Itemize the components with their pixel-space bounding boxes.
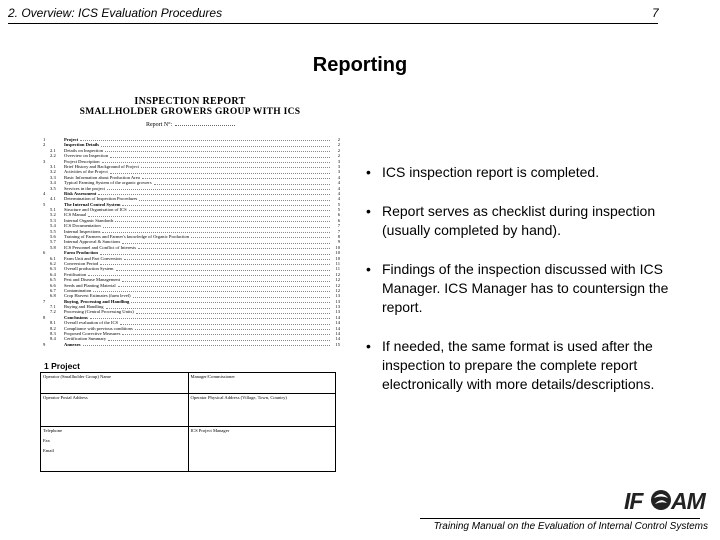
toc-leader (100, 263, 330, 265)
toc-label: Overall production System (64, 266, 114, 272)
toc-number: 7.1 (50, 304, 56, 310)
toc-leader (135, 328, 330, 330)
toc-number: 6.3 (50, 266, 56, 272)
toc-page: 4 (337, 190, 340, 196)
project-table-cell: Operator Physical Address (Village, Town, Country) (188, 394, 336, 427)
toc-page: 7 (337, 223, 340, 229)
toc-label: Processing (Central Processing Units) (64, 309, 134, 315)
toc-number: 5.4 (50, 223, 56, 229)
toc-number: 2.2 (50, 153, 56, 159)
svg-text:AM: AM (671, 488, 705, 514)
project-table-cell: Operator (Smallholder Group) Name (41, 373, 189, 394)
toc-label: Project Description (64, 158, 100, 164)
toc-label: Activities of the Project (64, 169, 108, 175)
toc-page: 13 (335, 304, 340, 310)
toc-label: Compliance with previous conditions (64, 325, 133, 331)
toc-page: 10 (335, 250, 340, 256)
header-divider (8, 23, 658, 24)
bullet-text: ICS inspection report is completed. (382, 164, 600, 180)
project-section-heading: 1 Project (44, 361, 80, 372)
table-of-contents (40, 137, 340, 347)
toc-leader (90, 317, 330, 319)
toc-page: 11 (335, 260, 340, 266)
toc-leader (124, 258, 330, 260)
toc-number: 6.5 (50, 277, 56, 283)
toc-page: 3 (337, 158, 340, 164)
toc-page: 8 (337, 234, 340, 240)
bullet-item (366, 163, 696, 182)
report-number-field (146, 122, 340, 128)
toc-leader (101, 145, 330, 147)
toc-page: 4 (337, 196, 340, 202)
toc-leader (88, 215, 330, 217)
toc-number: 1 (43, 136, 46, 142)
toc-label: ICS Personnel and Conflict of Interests (64, 244, 137, 250)
toc-number: 3.2 (50, 169, 56, 175)
toc-page: 2 (337, 142, 340, 148)
toc-leader (107, 188, 330, 190)
toc-leader (102, 231, 330, 233)
toc-leader (88, 274, 330, 276)
toc-number: 8.2 (50, 325, 56, 331)
toc-page: 10 (335, 255, 340, 261)
toc-page: 14 (335, 325, 340, 331)
toc-leader (115, 220, 330, 222)
toc-page: 5 (337, 201, 340, 207)
toc-label: Inspection Details (64, 142, 100, 148)
toc-number: 3 (43, 158, 46, 164)
bullet-text: Findings of the inspection discussed with ICS Manager. ICS Manager has to countersign the report. (382, 261, 669, 315)
bullet-item (366, 202, 696, 240)
toc-number: 7.2 (50, 309, 56, 315)
toc-label: ICS Manual (64, 212, 87, 218)
toc-label: Pest and Disease Management (64, 277, 121, 283)
toc-leader (122, 280, 330, 282)
toc-number: 8.3 (50, 331, 56, 337)
toc-page: 14 (335, 336, 340, 342)
inspection-report-image (40, 92, 340, 504)
toc-leader (142, 177, 330, 179)
toc-label: ICS Documentation (64, 223, 101, 229)
toc-page: 3 (337, 169, 340, 175)
project-table-cell: Manager/Commissioner (188, 373, 336, 394)
toc-page: 12 (335, 271, 340, 277)
toc-number: 2.1 (50, 147, 56, 153)
bullet-text: Report serves as checklist during inspection (usually completed by hand). (382, 203, 656, 238)
toc-number: 4.1 (50, 196, 56, 202)
toc-number: 3.3 (50, 174, 56, 180)
toc-leader (105, 150, 330, 152)
toc-leader (139, 199, 330, 201)
toc-page: 5 (337, 207, 340, 213)
toc-page: 7 (337, 228, 340, 234)
toc-page: 12 (335, 287, 340, 293)
toc-page: 2 (337, 136, 340, 142)
toc-page: 12 (335, 282, 340, 288)
toc-leader (110, 156, 330, 158)
toc-label: Overall evaluation of the ICS (64, 320, 119, 326)
toc-leader (141, 166, 330, 168)
project-table-row (41, 373, 336, 394)
toc-label: Annexes (64, 341, 81, 347)
toc-number: 4 (43, 190, 46, 196)
toc-number: 8.1 (50, 320, 56, 326)
toc-leader (136, 312, 330, 314)
project-table-row (41, 427, 336, 472)
toc-leader (116, 269, 330, 271)
toc-leader (100, 253, 330, 255)
toc-label: Typical Farming System of the organic growers (64, 180, 152, 186)
toc-number: 6.1 (50, 255, 56, 261)
toc-page: 13 (335, 293, 340, 299)
bullet-icon: • (366, 338, 371, 354)
toc-label: Services in the project (64, 185, 105, 191)
toc-number: 6.2 (50, 260, 56, 266)
toc-number: 8.4 (50, 336, 56, 342)
toc-page: 4 (337, 180, 340, 186)
toc-leader (129, 209, 330, 211)
toc-page: 2 (337, 153, 340, 159)
toc-number: 5.3 (50, 217, 56, 223)
toc-number: 6 (43, 250, 46, 256)
toc-leader (118, 285, 330, 287)
toc-number: 8 (43, 314, 46, 320)
toc-label: Farm Production (64, 250, 98, 256)
toc-number: 3.4 (50, 180, 56, 186)
toc-leader (110, 172, 330, 174)
toc-leader (122, 204, 330, 206)
toc-page: 6 (337, 212, 340, 218)
slide-title: Reporting (312, 54, 408, 76)
page-number: 7 (652, 6, 659, 20)
toc-page: 4 (337, 174, 340, 180)
toc-label: Internal Organic Standards (64, 217, 114, 223)
bullet-list (366, 163, 696, 414)
bullet-item (366, 337, 696, 394)
report-title: INSPECTION REPORT (134, 96, 246, 107)
toc-number: 7 (43, 298, 46, 304)
toc-leader (98, 193, 330, 195)
toc-page: 13 (335, 298, 340, 304)
report-number-label: Report N°: (146, 122, 173, 128)
toc-page: 6 (337, 217, 340, 223)
toc-page: 10 (335, 244, 340, 250)
toc-number: 6.6 (50, 282, 56, 288)
toc-page: 3 (337, 163, 340, 169)
toc-label: Details on Inspection (64, 147, 104, 153)
toc-label: Fertilisation (64, 271, 87, 277)
toc-page: 14 (335, 314, 340, 320)
bullet-icon: • (366, 203, 371, 219)
toc-page: 14 (335, 331, 340, 337)
project-table-row (41, 394, 336, 427)
toc-label: The Internal Control System (64, 201, 121, 207)
toc-label: Determination of Inspection Procedures (64, 196, 138, 202)
toc-page: 12 (335, 277, 340, 283)
project-table-cell: Telephone Fax Email (41, 427, 189, 472)
toc-page: 9 (337, 239, 340, 245)
toc-number: 5.1 (50, 207, 56, 213)
toc-number: 6.7 (50, 287, 56, 293)
toc-number: 5.2 (50, 212, 56, 218)
toc-label: Internal Inspections (64, 228, 101, 234)
toc-number: 9 (43, 341, 46, 347)
toc-leader (93, 290, 330, 292)
toc-label: Conclusions (64, 314, 88, 320)
footer-divider (420, 518, 700, 519)
toc-label: Proposed Corrective Measures (64, 331, 121, 337)
toc-leader (120, 323, 330, 325)
bullet-item (366, 260, 696, 317)
bullet-text: If needed, the same format is used after the inspection to prepare the complete report electronically with more details/descriptions. (382, 338, 655, 392)
project-table (40, 372, 336, 472)
toc-leader (103, 226, 330, 228)
toc-leader (154, 183, 330, 185)
toc-number: 5.7 (50, 239, 56, 245)
toc-label: Internal Approval & Sanctions (64, 239, 121, 245)
toc-label: Training of Farmers and Farmer's knowledge of Organic Production (64, 234, 190, 240)
toc-leader (138, 247, 330, 249)
toc-number: 2 (43, 142, 46, 148)
ifoam-logo (624, 485, 705, 515)
toc-number: 5.5 (50, 228, 56, 234)
toc-leader (133, 296, 330, 298)
toc-label: Brief History and Background of Project (64, 163, 139, 169)
project-table-cell: Operator Postal Address (41, 394, 189, 427)
toc-number: 3.5 (50, 185, 56, 191)
toc-label: Seeds and Planting Material (64, 282, 116, 288)
toc-row (40, 342, 340, 347)
toc-label: Structure and Organisation of ICS (64, 207, 127, 213)
toc-leader (122, 333, 330, 335)
toc-number: 5 (43, 201, 46, 207)
toc-label: Certification Summary (64, 336, 107, 342)
toc-page: 14 (335, 320, 340, 326)
toc-label: Buying, Processing and Handling (64, 298, 130, 304)
toc-leader (122, 242, 330, 244)
toc-label: Contamination (64, 287, 92, 293)
toc-number: 5.8 (50, 244, 56, 250)
toc-label: Risk Assessment (64, 190, 97, 196)
project-table-cell: ICS Project Manager (188, 427, 336, 472)
footer-text: Training Manual on the Evaluation of Internal Control Systems (433, 521, 708, 532)
toc-label: Project (64, 136, 79, 142)
toc-label: Crop Harvest Estimates (farm level) (64, 293, 131, 299)
toc-page: 2 (337, 147, 340, 153)
toc-page: 4 (337, 185, 340, 191)
header-section-title: 2. Overview: ICS Evaluation Procedures (8, 6, 223, 20)
toc-leader (106, 307, 330, 309)
toc-number: 5.6 (50, 234, 56, 240)
toc-label: Buying and Handling (64, 304, 104, 310)
toc-page: 15 (335, 341, 340, 347)
toc-label: Conversion Period (64, 260, 99, 266)
toc-number: 6.4 (50, 271, 56, 277)
report-subtitle: SMALLHOLDER GROWERS GROUP WITH ICS (79, 107, 301, 117)
toc-number: 6.8 (50, 293, 56, 299)
toc-leader (83, 344, 330, 346)
toc-leader (131, 301, 330, 303)
toc-label: Basic Information about Production Area (64, 174, 140, 180)
toc-label: Farm Unit and Part Conversion (64, 255, 122, 261)
toc-page: 11 (335, 266, 340, 272)
toc-leader (80, 139, 330, 141)
toc-leader (108, 339, 330, 341)
toc-page: 13 (335, 309, 340, 315)
bullet-icon: • (366, 164, 371, 180)
toc-label: Overview on Inspection (64, 153, 109, 159)
toc-number: 3.1 (50, 163, 56, 169)
toc-leader (191, 236, 330, 238)
bullet-icon: • (366, 261, 371, 277)
toc-leader (102, 161, 330, 163)
svg-text:IF: IF (624, 488, 643, 514)
